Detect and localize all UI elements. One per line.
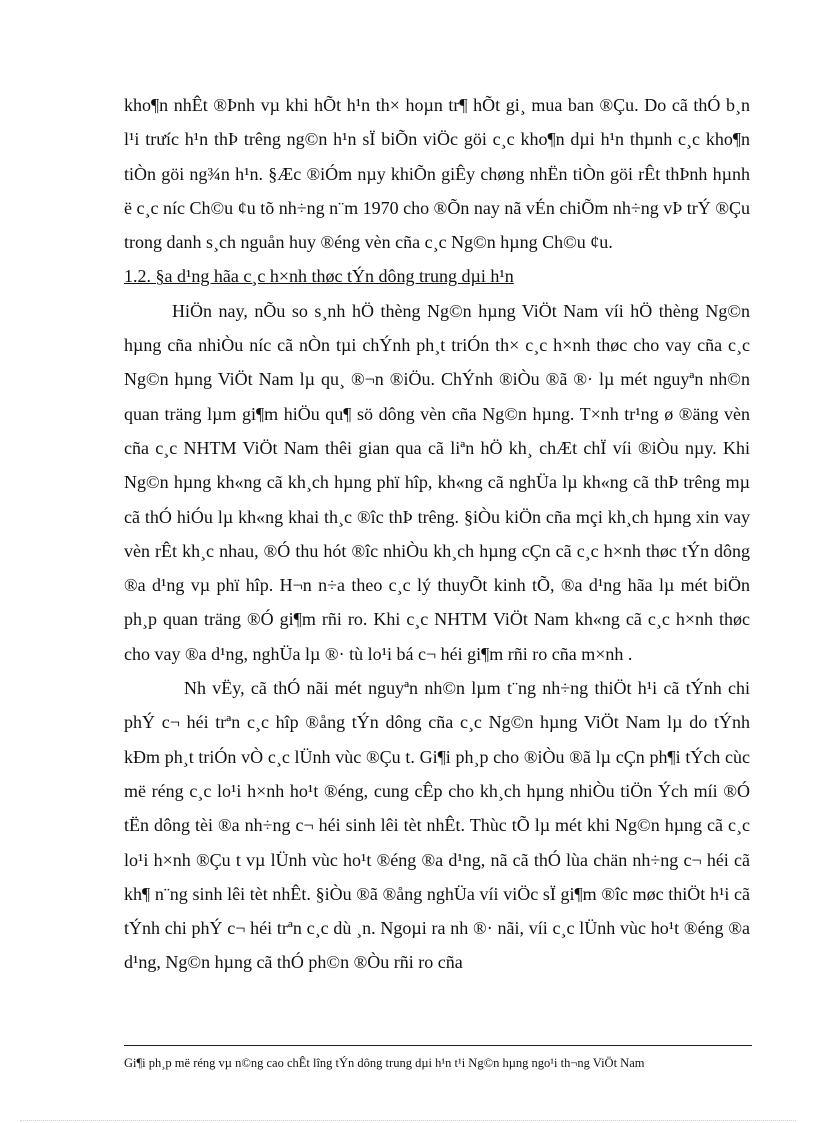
footer-divider bbox=[124, 1045, 752, 1046]
page-bottom-edge bbox=[20, 1120, 796, 1121]
document-body bbox=[124, 88, 750, 980]
paragraph-intro: kho¶n nhÊt ®Þnh vµ khi hÕt h¹n th× hoµn tr¶ hÕt gi¸ mua ban ®Çu. Do cã thÓ b¸n l¹i trưíc h¹n thÞ trêng ng©n h¹n sÏ biÕn viÖc göi c¸c kho¶n dµi h¹n thµnh c¸c kho¶n tiÒn göi ng¾n h¹n. §Æc ®iÓm nµy khiÕn giÊy chøng nhËn tiÒn göi rÊt thÞnh hµnh ë c¸c níc Ch©u ¢u tõ nh÷ng n¨m 1970 cho ®Õn nay nã vÉn chiÕm nh÷ng vÞ trÝ ®Çu trong danh s¸ch nguån huy ®éng vèn cña c¸c Ng©n hµng Ch©u ¢u. bbox=[124, 95, 750, 253]
section-heading: 1.2. §a d¹ng hãa c¸c h×nh thøc tÝn dông trung dµi h¹n bbox=[124, 266, 514, 287]
paragraph-2: HiÖn nay, nÕu so s¸nh hÖ thèng Ng©n hµng ViÖt Nam víi hÖ thèng Ng©n hµng cña nhiÒu níc cã nÒn tµi chÝnh ph¸t triÓn th× c¸c h×nh thøc cho vay cña c¸c Ng©n hµng ViÖt Nam lµ qu¸ ®¬n ®iÖu. ChÝnh ®iÒu ®ã ®· lµ mét nguyªn nh©n quan träng lµm gi¶m hiÖu qu¶ sö dông vèn cña Ng©n hµng. T×nh tr¹ng ø ®äng vèn cña c¸c NHTM ViÖt Nam thêi gian qua cã liªn hÖ kh¸ chÆt chÏ víi ®iÒu nµy. Khi Ng©n hµng kh«ng cã kh¸ch hµng phï hîp, kh«ng cã nghÜa lµ kh«ng cã thÞ trêng mµ cã thÓ hiÓu lµ kh«ng khai th¸c ®îc thÞ trêng. §iÒu kiÖn cña mçi kh¸ch hµng xin vay vèn rÊt kh¸c nhau, ®Ó thu hót ®îc nhiÒu kh¸ch hµng cÇn cã c¸c h×nh thøc tÝn dông ®a d¹ng vµ phï hîp. H¬n n÷a theo c¸c lý thuyÕt kinh tÕ, ®a d¹ng hãa lµ mét biÖn ph¸p quan träng ®Ó gi¶m rñi ro. Khi c¸c NHTM ViÖt Nam kh«ng cã c¸c h×nh thøc cho vay ®a d¹ng, nghÜa lµ ®· tù lo¹i bá c¬ héi gi¶m rñi ro cña m×nh . bbox=[124, 300, 750, 664]
paragraph-3: Nh vËy, cã thÓ nãi mét nguyªn nh©n lµm t¨ng nh÷ng thiÖt h¹i cã tÝnh chi phÝ c¬ héi trªn c¸c hîp ®ång tÝn dông cña c¸c Ng©n hµng ViÖt Nam lµ do tÝnh kÐm ph¸t triÓn vÒ c¸c lÜnh vùc ®Çu t. Gi¶i ph¸p cho ®iÒu ®ã lµ cÇn ph¶i tÝch cùc më réng c¸c lo¹i h×nh ho¹t ®éng, cung cÊp cho kh¸ch hµng nhiÒu tiÖn Ých míi ®Ó tËn dông tèi ®a nh÷ng c¬ héi sinh lêi tèt nhÊt. Thùc tÕ lµ mét khi Ng©n hµng cã c¸c lo¹i h×nh ®Çu t vµ lÜnh vùc ho¹t ®éng ®a d¹ng, nã cã thÓ lùa chän nh÷ng c¬ héi cã kh¶ n¨ng sinh lêi tèt nhÊt. §iÒu ®ã ®ång nghÜa víi viÖc sÏ gi¶m ®îc møc thiÖt h¹i cã tÝnh chi phÝ c¬ héi trªn c¸c dù ¸n. Ngoµi ra nh ®· nãi, víi c¸c lÜnh vùc ho¹t ®éng ®a d¹ng, Ng©n hµng cã thÓ ph©n ®Òu rñi ro cña bbox=[124, 678, 750, 973]
page-footer: Gi¶i ph¸p më réng vµ n©ng cao chÊt lîng tÝn dông trung dµi h¹n t¹i Ng©n hµng ngo¹i th¬ng ViÖt Nam bbox=[124, 1056, 645, 1070]
